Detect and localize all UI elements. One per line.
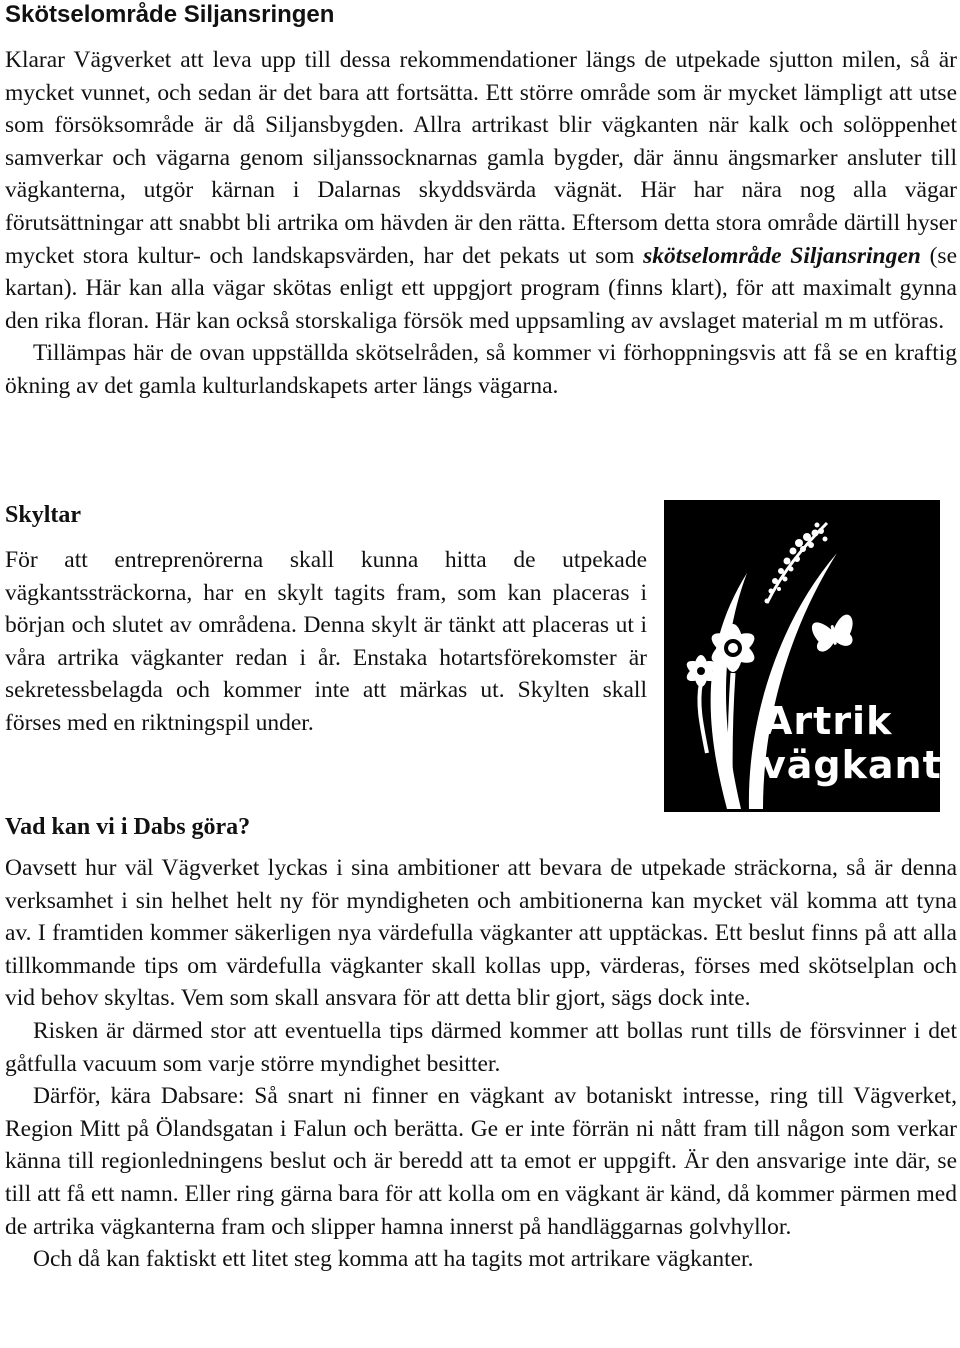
sign-line1: Artrik: [763, 699, 893, 743]
sign-line2: vägkant: [761, 743, 942, 787]
paragraph-text: Klarar Vägverket att leva upp till dessa rekommendationer längs de utpekade sjutton milen, så är mycket vunnet, och sedan är det bara att fortsätta. Ett större område som är mycket lämpligt att utse som försöksområde är då Siljansbygden. Allra artrikast blir vägkanten när kalk och solöppenhet samverkar och vägarna genom siljanssocknarnas gamla bygder, där ännu ängsmarker ansluter till vägkanterna, utgör kärnan i Dalarnas skyddsvärda vägnät. Här har nära nog alla vägar förutsättningar att snabbt bli artrika om hävden är den rätta. Eftersom detta stora område därtill hyser mycket stora kultur- och landskapsvärden, har det pekats ut som: [5, 47, 957, 269]
skyltar-text-column: [5, 500, 647, 740]
paragraph-siljansringen-2: Tillämpas här de ovan uppställda skötselråden, så kommer vi förhoppningsvis att få se en kraftig ökning av det gamla kulturlandskapets arter längs vägarna.: [5, 340, 957, 399]
paragraph-dabs-1: Oavsett hur väl Vägverket lyckas i sina ambitioner att bevara de utpekade sträckorna, så är denna verksamhet i sin helhet helt ny för myndigheten och ambitionerna kan mycket väl komma att tyna av. I framtiden kommer säkerligen nya värdefulla vägkanter att upptäckas. Ett beslut finns på att alla tillkommande tips om värdefulla vägkanter skall kollas upp, värderas, förses med skötselplan och vid behov skyltas. Vem som skall ansvara för att detta blir gjort, sägs dock inte.: [5, 855, 957, 1012]
paragraph-skyltar: För att entreprenörerna skall kunna hitta de utpekade vägkantssträckorna, har en skylt tagits fram, som kan placeras i början och slutet av områdena. Denna skylt är tänkt att placeras ut i våra artrika vägkanter redan i år. Enstaka hotartsförekomster är sekretessbelagda och kommer inte att märkas ut. Skylten skall förses med en riktningspil under.: [5, 547, 647, 736]
paragraph-dabs-2: Risken är därmed stor att eventuella tips därmed kommer att bollas runt tills de försvinner i det gåtfulla vacuum som varje större myndighet besitter.: [5, 1017, 957, 1077]
section-siljansringen: [5, 0, 957, 403]
section-heading-siljansringen: Skötselområde Siljansringen: [5, 1, 335, 28]
section-dabs: [5, 812, 957, 1276]
section-heading-skyltar: Skyltar: [5, 502, 82, 528]
paragraph-text: (se kartan). Här kan alla vägar skötas enligt ett uppgjort program (finns klart), för att maximalt gynna den rika floran. Här kan också storskaliga försök med uppsamling av avslaget material m m utföras.: [5, 242, 957, 334]
emphasis-skotselomrade: skötselområde Siljansringen: [643, 242, 921, 269]
artrik-vagkant-sign: [664, 500, 940, 812]
paragraph-siljansringen-1: [5, 44, 957, 337]
paragraph-dabs-3: Därför, kära Dabsare: Så snart ni finner en vägkant av botaniskt intresse, ring till Vägverket, Region Mitt på Ölandsgatan i Falun och berätta. Ge er inte förrän ni nått fram till någon som verkar känna till regionledningens beslut och är beredd att ta emot er uppgift. Är den ansvarige inte där, se till att få ett namn. Eller ring gärna bara för att kolla om en vägkant är känd, då kommer pärmen med de artrika vägkanterna fram och slipper hamna innerst på handläggarnas golvhyllor.: [5, 1083, 957, 1240]
paragraph-dabs-4: Och då kan faktiskt ett litet steg komma att ha tagits mot artrikare vägkanter.: [33, 1246, 754, 1273]
section-heading-dabs: Vad kan vi i Dabs göra?: [5, 814, 251, 840]
